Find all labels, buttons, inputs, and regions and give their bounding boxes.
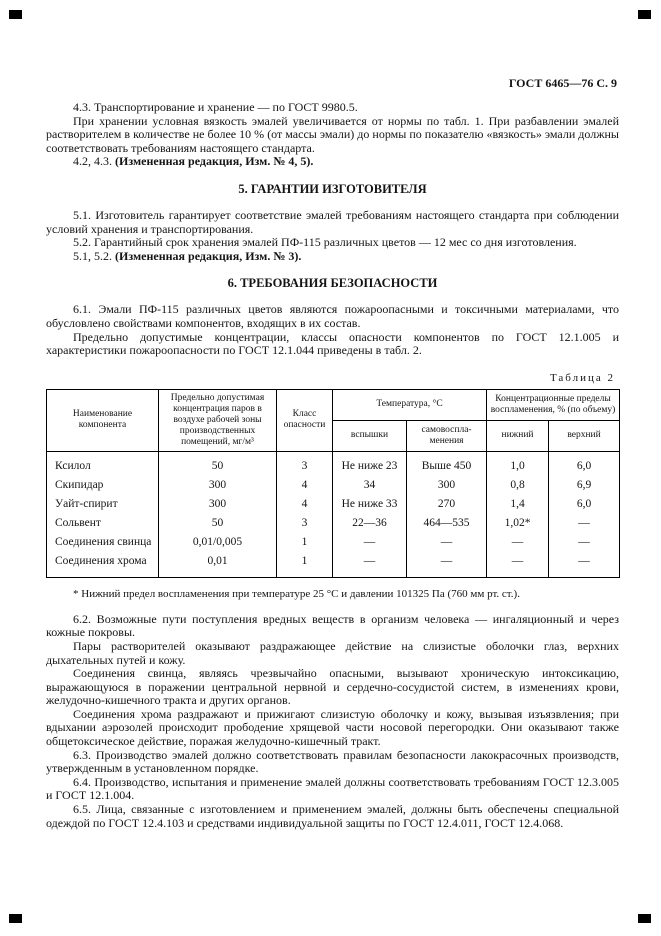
- table-footnote: * Нижний предел воспламенения при температуре 25 °С и давлении 101325 Па (760 мм рт. ст.).: [73, 587, 520, 600]
- table-cell: 4: [277, 495, 333, 514]
- component-name-cell: Скипидар: [47, 476, 159, 495]
- section-5-title: 5. ГАРАНТИИ ИЗГОТОВИТЕЛЯ: [238, 181, 427, 196]
- table-cell: 3: [277, 451, 333, 476]
- table-cell: 0,8: [487, 476, 549, 495]
- paragraph-6-1: 6.1. Эмали ПФ-115 различных цветов являются пожароопасными и токсичными материалами, что обусловлено свойствами компонентов, входящих в их состав.: [46, 302, 619, 330]
- table-cell: 4: [277, 476, 333, 495]
- table-row: [47, 476, 620, 495]
- column-header-self-ignition: самовоспла-менения: [407, 420, 487, 451]
- table-row: [47, 451, 620, 476]
- table-row: [47, 495, 620, 514]
- component-name-cell: Соединения хрома: [47, 552, 159, 578]
- table-cell: 1: [277, 533, 333, 552]
- amendment-note: (Измененная редакция, Изм. № 3).: [115, 248, 302, 263]
- paragraph-solvent-vapors: Пары растворителей оказывают раздражающее действие на слизистые оболочки глаз, верхних дыхательных путей и кожу.: [46, 638, 619, 667]
- paragraph-6-1-concentrations: Предельно допустимые концентрации, классы опасности компонентов по ГОСТ 12.1.005 и характеристики пожароопасности по ГОСТ 12.1.044 приведены в табл. 2.: [46, 329, 619, 358]
- component-name-cell: Соединения свинца: [47, 533, 159, 552]
- table-cell: 0,01: [159, 552, 277, 578]
- hazard-table-body: [47, 451, 620, 577]
- table-cell: Не ниже 33: [333, 495, 407, 514]
- registration-mark-top-right: [638, 10, 651, 19]
- paragraph-5-1: 5.1. Изготовитель гарантирует соответствие эмалей требованиям настоящего стандарта при соблюдении условий хранения и транспортирования.: [46, 207, 619, 236]
- amendment-ref: 4.2, 4.3.: [73, 154, 115, 169]
- amendment-ref: 5.1, 5.2.: [73, 248, 115, 263]
- table-cell: —: [549, 514, 620, 533]
- table-cell: —: [487, 552, 549, 578]
- table-cell: 0,01/0,005: [159, 533, 277, 552]
- component-name-cell: Сольвент: [47, 514, 159, 533]
- table-label: Таблица 2: [549, 371, 615, 384]
- table-cell: 300: [159, 476, 277, 495]
- table-cell: —: [407, 533, 487, 552]
- table-cell: 50: [159, 514, 277, 533]
- paragraph-6-3: 6.3. Производство эмалей должно соответствовать правилам безопасности лакокрасочных производств, утвержденным в установленном порядке.: [46, 747, 619, 776]
- table-cell: —: [333, 533, 407, 552]
- table-cell: 1,4: [487, 495, 549, 514]
- component-name-cell: Ксилол: [47, 451, 159, 476]
- paragraph-chromium-compounds: Соединения хрома раздражают и прижигают слизистую оболочку и кожу, вызывая изъязвления; при вдыхании аэрозолей происходит прободение хрящевой части носовой перегородки. Они оказывают также общетоксическое действие, поражая желудочно-кишечный тракт.: [46, 706, 619, 749]
- paragraph-4-amendment: [46, 155, 619, 169]
- column-header-upper-limit: верхний: [549, 420, 620, 451]
- table-cell: 50: [159, 451, 277, 476]
- table-cell: —: [487, 533, 549, 552]
- table-cell: 300: [159, 495, 277, 514]
- page-content: [46, 76, 619, 830]
- table-cell: —: [407, 552, 487, 578]
- table-cell: 6,9: [549, 476, 620, 495]
- table-cell: Выше 450: [407, 451, 487, 476]
- table-cell: 1,0: [487, 451, 549, 476]
- table-row: [47, 514, 620, 533]
- table-cell: 34: [333, 476, 407, 495]
- paragraph-5-amendment: [46, 250, 619, 264]
- amendment-note: (Измененная редакция, Изм. № 4, 5).: [115, 154, 314, 169]
- registration-mark-top-left: [9, 10, 22, 19]
- table-row: [47, 552, 620, 578]
- paragraph-6-5: 6.5. Лица, связанные с изготовлением и применением эмалей, должны быть обеспечены специальной одеждой по ГОСТ 12.4.103 и средствами индивидуальной защиты по ГОСТ 12.4.011, ГОСТ 12.4.068.: [46, 802, 619, 830]
- hazard-table-header: [47, 389, 620, 451]
- table-cell: —: [333, 552, 407, 578]
- page-header: ГОСТ 6465—76 С. 9: [508, 76, 617, 90]
- table-cell: 6,0: [549, 495, 620, 514]
- registration-mark-bottom-right: [638, 914, 651, 923]
- column-header-temperature: Температура, °С: [333, 389, 487, 420]
- table-cell: 1: [277, 552, 333, 578]
- paragraph-6-4: 6.4. Производство, испытания и применение эмалей должны соответствовать требованиям ГОСТ 12.3.005 и ГОСТ 12.1.004.: [46, 774, 619, 803]
- hazard-table: [46, 389, 620, 578]
- section-6-title: 6. ТРЕБОВАНИЯ БЕЗОПАСНОСТИ: [227, 276, 438, 291]
- paragraph-storage-viscosity: При хранении условная вязкость эмалей увеличивается от нормы по табл. 1. При разбавлении эмалей растворителем в количестве не более 10 % (от массы эмали) до нормы по показателю «вязкость» эмали должны соответствовать требованиям настоящего стандарта.: [46, 113, 619, 155]
- table-cell: —: [549, 533, 620, 552]
- column-header-concentration: Предельно допустимая концентрация паров в воздухе рабочей зоны производственных помещений, мг/м³: [159, 389, 277, 451]
- table-cell: 6,0: [549, 451, 620, 476]
- table-cell: 22—36: [333, 514, 407, 533]
- paragraph-lead-compounds: Соединения свинца, являясь чрезвычайно опасными, вызывают хроническую интоксикацию, выражающуюся в поражении центральной нервной и сердечно-сосудистой систем, в изменениях крови, желудочно-кишечного тракта и других органов.: [46, 666, 619, 708]
- paragraph-6-2: 6.2. Возможные пути поступления вредных веществ в организм человека — ингаляционный и через кожные покровы.: [46, 611, 619, 640]
- table-cell: Не ниже 23: [333, 451, 407, 476]
- paragraph-4-3: 4.3. Транспортирование и хранение — по ГОСТ 9980.5.: [73, 100, 358, 114]
- table-cell: 270: [407, 495, 487, 514]
- component-name-cell: Уайт-спирит: [47, 495, 159, 514]
- column-header-hazard-class: Класс опасности: [277, 389, 333, 451]
- table-cell: 3: [277, 514, 333, 533]
- column-header-flammability-limits: Концентрационные пределы воспламенения, % (по объему): [487, 389, 620, 420]
- column-header-component: Наименование компонента: [47, 389, 159, 451]
- paragraph-5-2: 5.2. Гарантийный срок хранения эмалей ПФ-115 различных цветов — 12 мес со дня изготовления.: [73, 235, 577, 250]
- table-cell: —: [549, 552, 620, 578]
- table-cell: 1,02*: [487, 514, 549, 533]
- registration-mark-bottom-left: [9, 914, 22, 923]
- column-header-flash-point: вспышки: [333, 420, 407, 451]
- column-header-lower-limit: нижний: [487, 420, 549, 451]
- table-cell: 300: [407, 476, 487, 495]
- table-row: [47, 533, 620, 552]
- table-cell: 464—535: [407, 514, 487, 533]
